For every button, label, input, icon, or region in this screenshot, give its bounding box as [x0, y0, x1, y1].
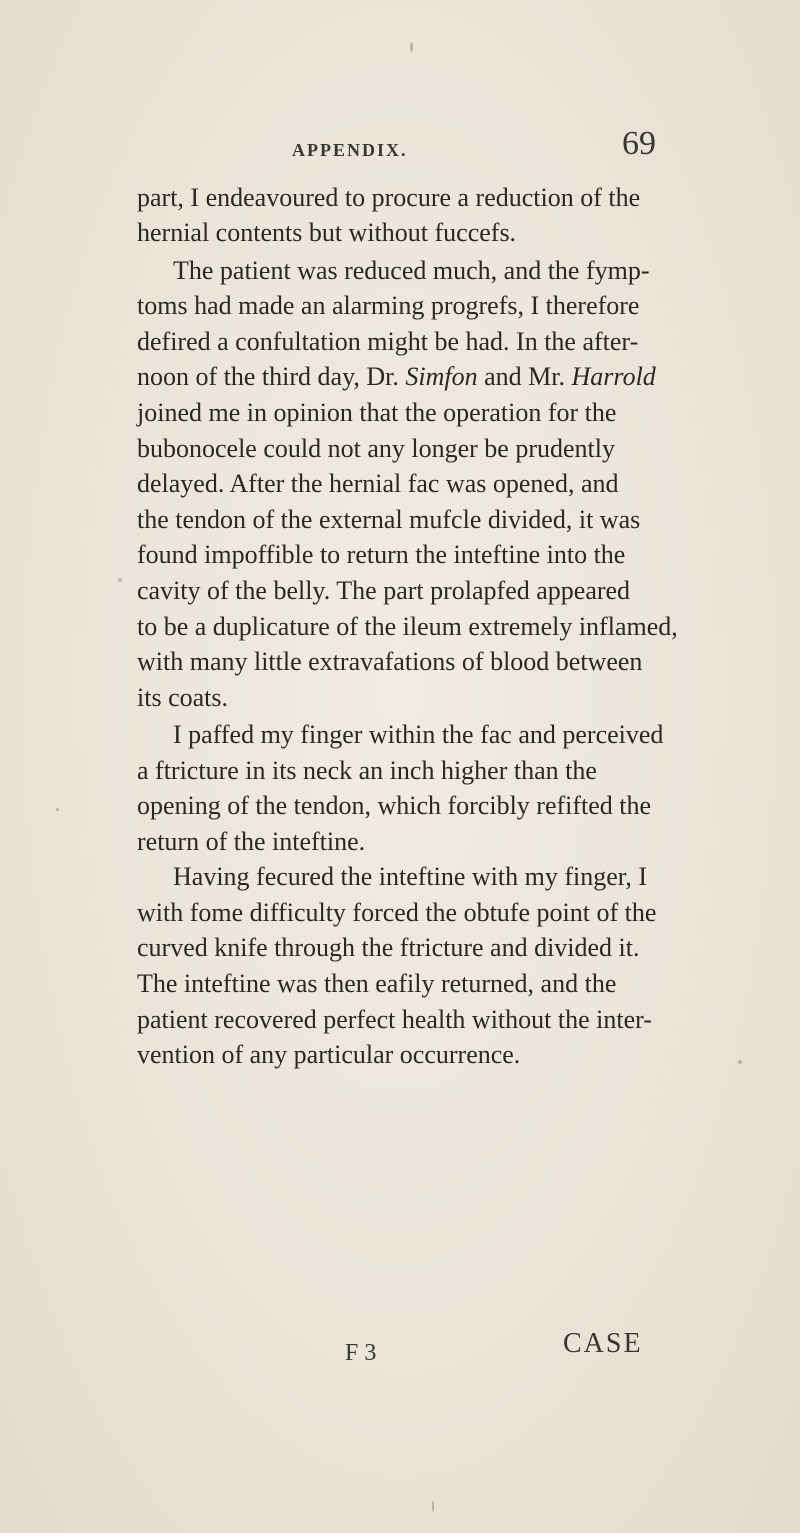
text-line: cavity of the belly. The part prolapfed appeared: [137, 576, 631, 605]
text-line: return of the inteftine.: [137, 827, 366, 856]
text-line: bubonocele could not any longer be prudently: [137, 434, 615, 463]
text-fragment: noon of the third day, Dr.: [137, 362, 406, 391]
text-fragment: and Mr.: [477, 362, 572, 391]
text-line: to be a duplicature of the ileum extremely inflamed,: [137, 612, 678, 641]
person-name-simfon: Simfon: [405, 362, 478, 391]
text-line: joined me in opinion that the operation for the: [137, 398, 617, 427]
text-line: I paffed my finger within the fac and perceived: [173, 720, 664, 749]
text-line: patient recovered perfect health without the inter-: [137, 1005, 652, 1034]
text-line: defired a confultation might be had. In the after-: [137, 327, 639, 356]
text-line: hernial contents but without fuccefs.: [137, 218, 517, 247]
text-line: the tendon of the external mufcle divided, it was: [137, 505, 641, 534]
text-line: curved knife through the ftricture and divided it.: [137, 933, 640, 962]
text-line: with many little extravafations of blood between: [137, 647, 643, 676]
text-line: The patient was reduced much, and the fymp-: [173, 256, 650, 285]
text-line: vention of any particular occurrence.: [137, 1040, 521, 1069]
text-line: The inteftine was then eafily returned, and the: [137, 969, 617, 998]
paper-blemish: [118, 578, 122, 582]
text-line: delayed. After the hernial fac was opened, and: [137, 469, 619, 498]
text-line: [137, 361, 656, 393]
text-line: toms had made an alarming progrefs, I therefore: [137, 291, 640, 320]
paper-blemish: [738, 1060, 742, 1064]
signature-mark: F 3: [345, 1340, 377, 1366]
person-name-harrold: Harrold: [571, 362, 656, 391]
paper-blemish: [410, 42, 413, 52]
catchword: CASE: [563, 1328, 643, 1359]
text-line: opening of the tendon, which forcibly refifted the: [137, 791, 652, 820]
paper-blemish: [432, 1500, 434, 1512]
text-line: its coats.: [137, 683, 228, 712]
text-line: part, I endeavoured to procure a reduction of the: [137, 183, 641, 212]
text-line: found impoffible to return the inteftine into the: [137, 540, 626, 569]
text-line: with fome difficulty forced the obtufe point of the: [137, 898, 657, 927]
text-line: a ftricture in its neck an inch higher than the: [137, 756, 597, 785]
page-number: 69: [622, 125, 656, 162]
running-head: APPENDIX.: [292, 140, 408, 160]
text-line: Having fecured the inteftine with my finger, I: [173, 862, 648, 891]
paper-blemish: [56, 808, 59, 811]
